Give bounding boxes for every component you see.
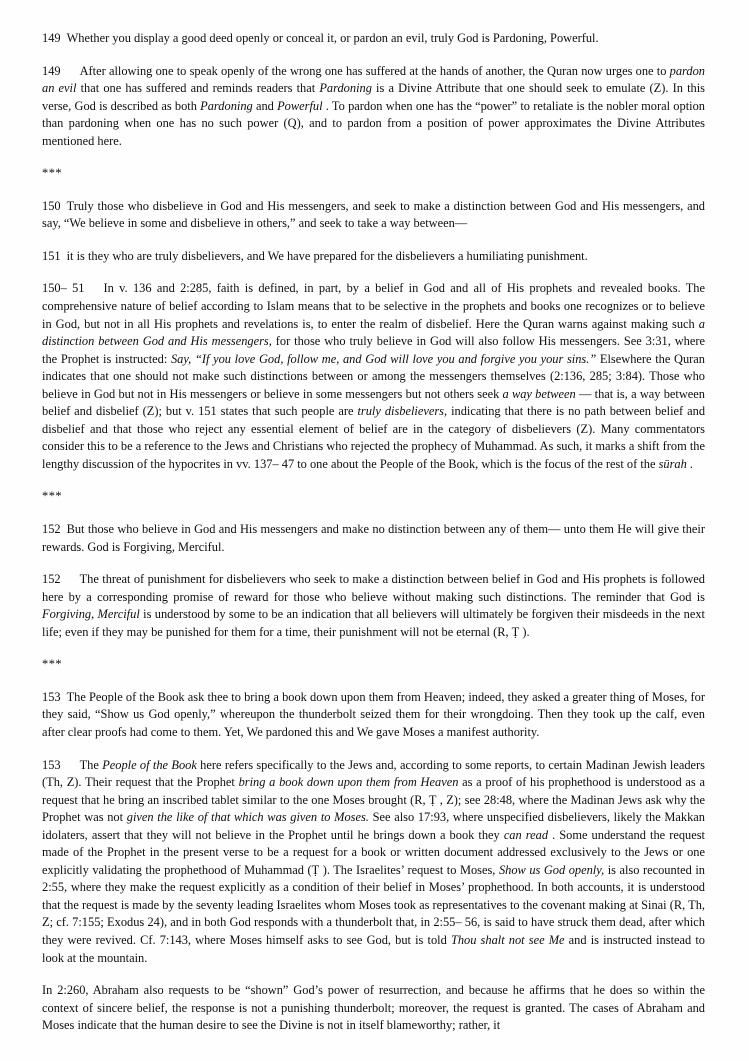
commentary-number: 150– 51 bbox=[42, 281, 85, 296]
emphasis-text: a distinction between God and His messengers, bbox=[42, 316, 705, 349]
emphasis-text: Show us God openly, bbox=[498, 862, 605, 877]
page-content bbox=[42, 30, 705, 1035]
emphasis-text: Thou shalt not see Me bbox=[450, 932, 565, 947]
emphasis-text: People of the Book bbox=[102, 757, 197, 772]
body-text: In v. 136 and 2:285, faith is defined, in part, by a belief in God and all of His prophets and revealed books. The comprehensive nature of belief according to Islam means that to be selective in the prophets and books one recognizes or to believe in God, but not in all His prophets and revelations is, to enter the realm of disbelief. Here the Quran warns against making such bbox=[42, 281, 705, 331]
emphasis-text: Pardoning bbox=[200, 98, 253, 113]
body-text: it is they who are truly disbelievers, and We have prepared for the disbelievers a humiliating punishment. bbox=[66, 248, 588, 263]
verse-number: 149 bbox=[42, 31, 61, 45]
body-text: that one has suffered and reminds readers that bbox=[76, 81, 320, 96]
body-text: is a Divine Attribute that one should seek to emulate (Z). In this verse, God is described as both bbox=[42, 81, 706, 113]
commentary-block bbox=[42, 757, 705, 968]
commentary-number: 153 bbox=[42, 757, 61, 772]
verse-number: 152 bbox=[42, 522, 61, 537]
verse-number: 153 bbox=[42, 689, 61, 704]
emphasis-text: Powerful bbox=[277, 98, 323, 113]
emphasis-text: a way between bbox=[502, 386, 576, 401]
body-text: . bbox=[686, 456, 693, 471]
body-text: as a proof of his prophethood is understood as a request that he bring an inscribed tablet similar to the one Moses brought (R, Ṭ , Z); see 28:48, where the Madinan Jews ask why the Prophet was not bbox=[42, 775, 705, 825]
verse-block bbox=[42, 198, 705, 233]
body-text: After allowing one to speak openly of the wrong one has suffered at the hands of another, the Quran now urges one to bbox=[79, 63, 670, 78]
body-text: and is instructed instead to look at the mountain. bbox=[42, 932, 705, 965]
emphasis-text: sūrah bbox=[658, 456, 687, 471]
body-text: is understood by some to be an indication that all believers will ultimately be forgiven their misdeeds in the next life; even if they may be punished for them for a time, their punishment will not be eternal (R, Ṭ ). bbox=[42, 607, 705, 639]
verse-block bbox=[42, 689, 705, 742]
body-text: See also 17:93, where unspecified disbelievers, likely the Makkan idolaters, assert that they will not believe in the Prophet until he brings down a book they bbox=[42, 810, 705, 842]
section-separator: *** bbox=[42, 657, 63, 672]
body-text: here refers specifically to the Jews and, according to some reports, to certain Madinan Jewish leaders (Th, Z). Their request that the Prophet bbox=[42, 757, 705, 790]
emphasis-text: can read bbox=[503, 827, 549, 842]
body-text: is also recounted in 2:55, where they make the request explicitly as a condition of their belief in Moses’ prophethood. In both accounts, it is understood that the request is made by the seventy leading Israelites whom Moses took as representatives to the covenant making at Sinai (R, Th, Z; cf. 7:155; Exodus 24), and in both God responds with a thunderbolt that, in 2:55– 56, is said to have struck them dead, after which they were revived. Cf. 7:143, where Moses himself asks to see God, but is told bbox=[42, 862, 705, 947]
body-text: . Some understand the request made of the Prophet in the present verse to be a request for a book or written document addressed exclusively to the Jews or one explicitly validating the prophethood of Muhammad (Ṭ ). The Israelites’ request to Moses, bbox=[42, 827, 705, 877]
body-text: The bbox=[79, 757, 103, 772]
emphasis-text: given the like of that which was given to Moses. bbox=[126, 810, 369, 825]
body-text: Elsewhere the Quran indicates that one should not make such distinctions between or among the messengers themselves (2:136, 285; 3:84). Those who believe in God but not in His messengers or believe in some messengers but not others seek bbox=[42, 351, 705, 401]
emphasis-text: truly disbelievers, bbox=[357, 404, 448, 419]
commentary-block bbox=[42, 571, 705, 641]
body-text: — that is, a way between belief and disbelief (Z); but v. 151 states that such people are bbox=[42, 386, 705, 419]
section-separator: *** bbox=[42, 166, 63, 181]
verse-number: 151 bbox=[42, 248, 61, 263]
emphasis-text: Pardoning bbox=[319, 81, 372, 96]
commentary-block bbox=[42, 63, 705, 151]
section-separator: *** bbox=[42, 489, 63, 504]
body-text: The threat of punishment for disbelievers who seek to make a distinction between belief in God and His prophets is followed here by a corresponding promise of reward for those who believe without making such distinctions. The reminder that God is bbox=[42, 572, 705, 604]
emphasis-text: Forgiving, Merciful bbox=[42, 607, 140, 622]
body-text: Truly those who disbelieve in God and His messengers, and seek to make a distinction between God and His messengers, and say, “We believe in some and disbelieve in others,” and seek to take a way between— bbox=[42, 198, 705, 231]
body-text: indicating that there is no path between belief and disbelief and that those who reject any essential element of belief are in the category of disbelievers (Z). Many commentators consider this to be a reference to the Jews and Christians who rejected the prophecy of Muhammad. As such, it marks a shift from the lengthy discussion of the hypocrites in vv. 137– 47 to one about the People of the Book, which is the focus of the rest of the bbox=[42, 404, 706, 471]
verse-block bbox=[42, 248, 705, 266]
body-text: In 2:260, Abraham also requests to be “shown” God’s power of resurrection, and because he affirms that he does so within the context of sincere belief, the response is not a punishing thunderbolt; moreover, the request is granted. The cases of Abraham and Moses indicate that the human desire to see the Divine is not in itself blameworthy; rather, it bbox=[42, 983, 705, 1033]
body-text: and bbox=[252, 98, 278, 113]
body-text: . To pardon when one has the “power” to retaliate is the nobler moral option than pardoning when one has no such power (Q), and to pardon from a position of power approximates the Divine Attributes mentioned here. bbox=[42, 98, 705, 148]
verse-block bbox=[42, 521, 705, 556]
body-paragraph bbox=[42, 982, 705, 1035]
commentary-block bbox=[42, 280, 705, 473]
body-text: But those who believe in God and His messengers and make no distinction between any of them— unto them He will give their rewards. God is Forgiving, Merciful. bbox=[42, 522, 705, 554]
body-text: Whether you display a good deed openly or conceal it, or pardon an evil, truly God is Pardoning, Powerful. bbox=[66, 31, 599, 45]
emphasis-text: bring a book down upon them from Heaven bbox=[238, 775, 459, 790]
body-text: The People of the Book ask thee to bring a book down upon them from Heaven; indeed, they asked a greater thing of Moses, for they said, “Show us God openly,” whereupon the thunderbolt seized them for their wrongdoing. Then they took up the calf, even after clear proofs had come to them. Yet, We pardoned this and We gave Moses a manifest authority. bbox=[42, 689, 705, 739]
commentary-number: 149 bbox=[42, 63, 61, 78]
verse-block bbox=[42, 30, 705, 48]
body-text: for those who truly believe in God will also follow His messengers. See 3:31, where the Prophet is instructed: bbox=[42, 334, 705, 366]
commentary-number: 152 bbox=[42, 572, 61, 587]
emphasis-text: Say, “If you love God, follow me, and God will love you and forgive you your sins.” bbox=[170, 351, 597, 366]
verse-number: 150 bbox=[42, 198, 61, 213]
emphasis-text: pardon an evil bbox=[42, 63, 705, 96]
